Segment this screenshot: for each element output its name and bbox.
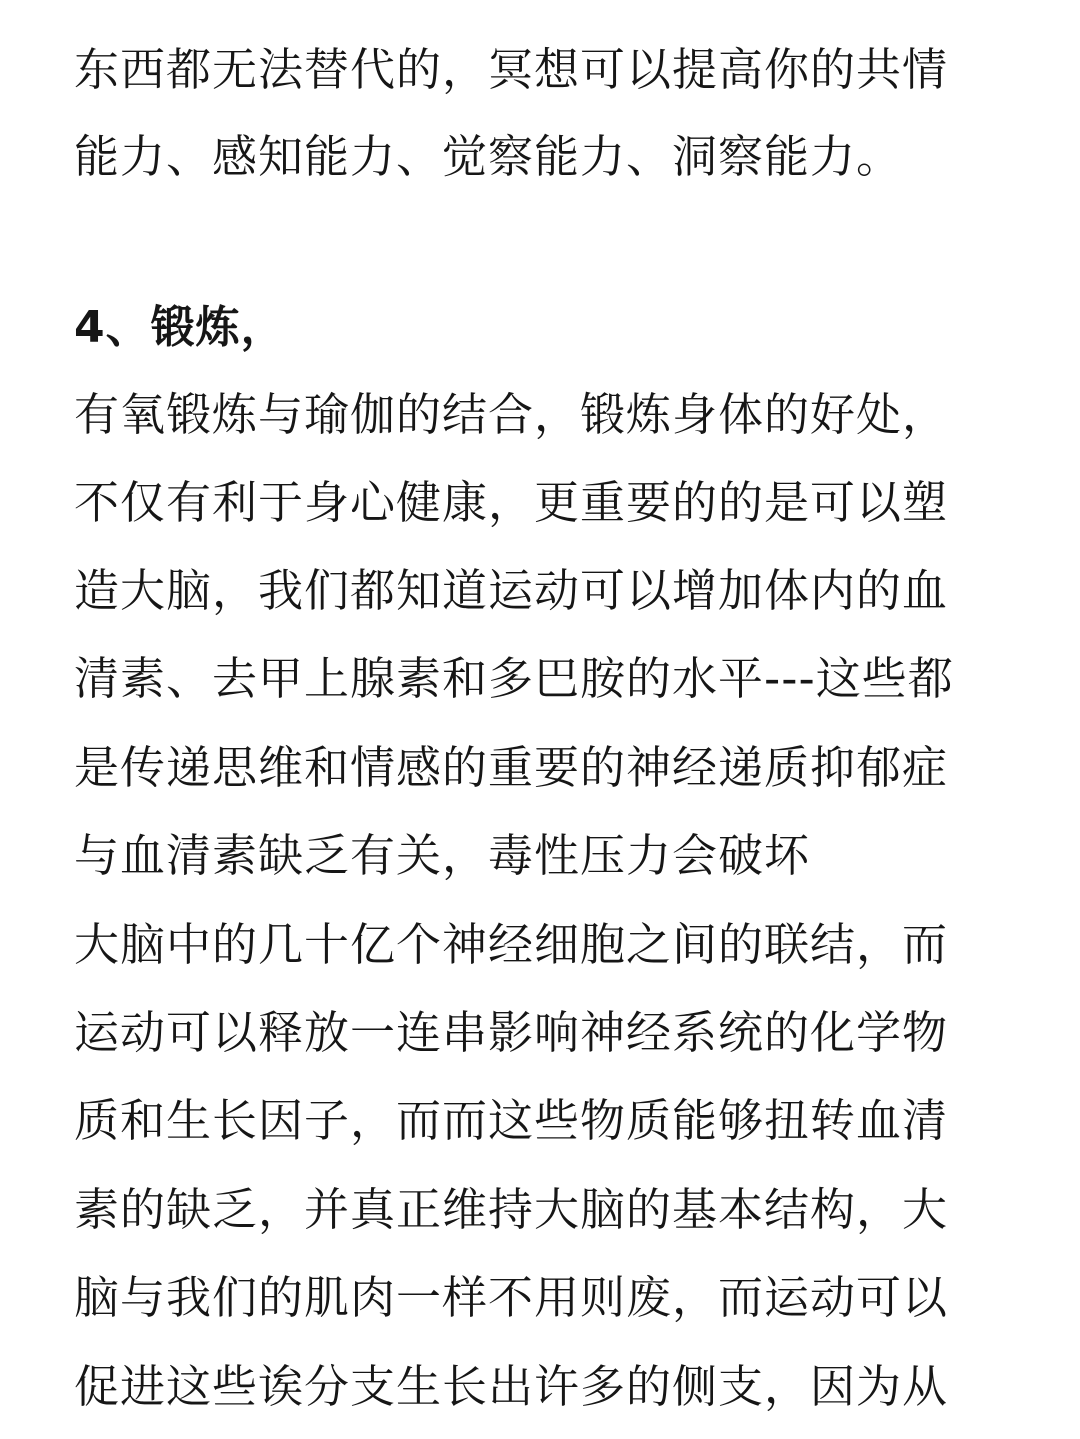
body-line: 有氧锻炼与瑜伽的结合，锻炼身体的好处， [74, 388, 949, 441]
body-line: 运动可以释放一连串影响神经系统的化学物 [74, 1006, 949, 1059]
body-line: 与血清素缺乏有关，毒性压力会破坏 [74, 829, 811, 882]
body-line: 造大脑，我们都知道运动可以增加体内的血 [74, 564, 949, 617]
body-line: 素的缺乏，并真正维持大脑的基本结构，大 [74, 1183, 949, 1236]
intro-line: 能力、感知能力、觉察能力、洞察能力。 [74, 130, 903, 183]
body-line: 是传递思维和情感的重要的神经递质抑郁症 [74, 741, 949, 794]
body-line: 促进这些诶分支生长出许多的侧支，因为从 [74, 1360, 949, 1413]
section-heading: 4、锻炼， [74, 302, 286, 353]
body-line: 脑与我们的肌肉一样不用则废，而运动可以 [74, 1271, 949, 1324]
intro-line: 东西都无法替代的，冥想可以提高你的共情 [74, 43, 949, 96]
body-line: 不仅有利于身心健康，更重要的的是可以塑 [74, 476, 949, 529]
body-line: 清素、去甲上腺素和多巴胺的水平---这些都 [74, 652, 954, 705]
body-line: 质和生长因子，而而这些物质能够扭转血清 [74, 1094, 949, 1147]
body-line: 大脑中的几十亿个神经细胞之间的联结，而 [74, 918, 949, 971]
